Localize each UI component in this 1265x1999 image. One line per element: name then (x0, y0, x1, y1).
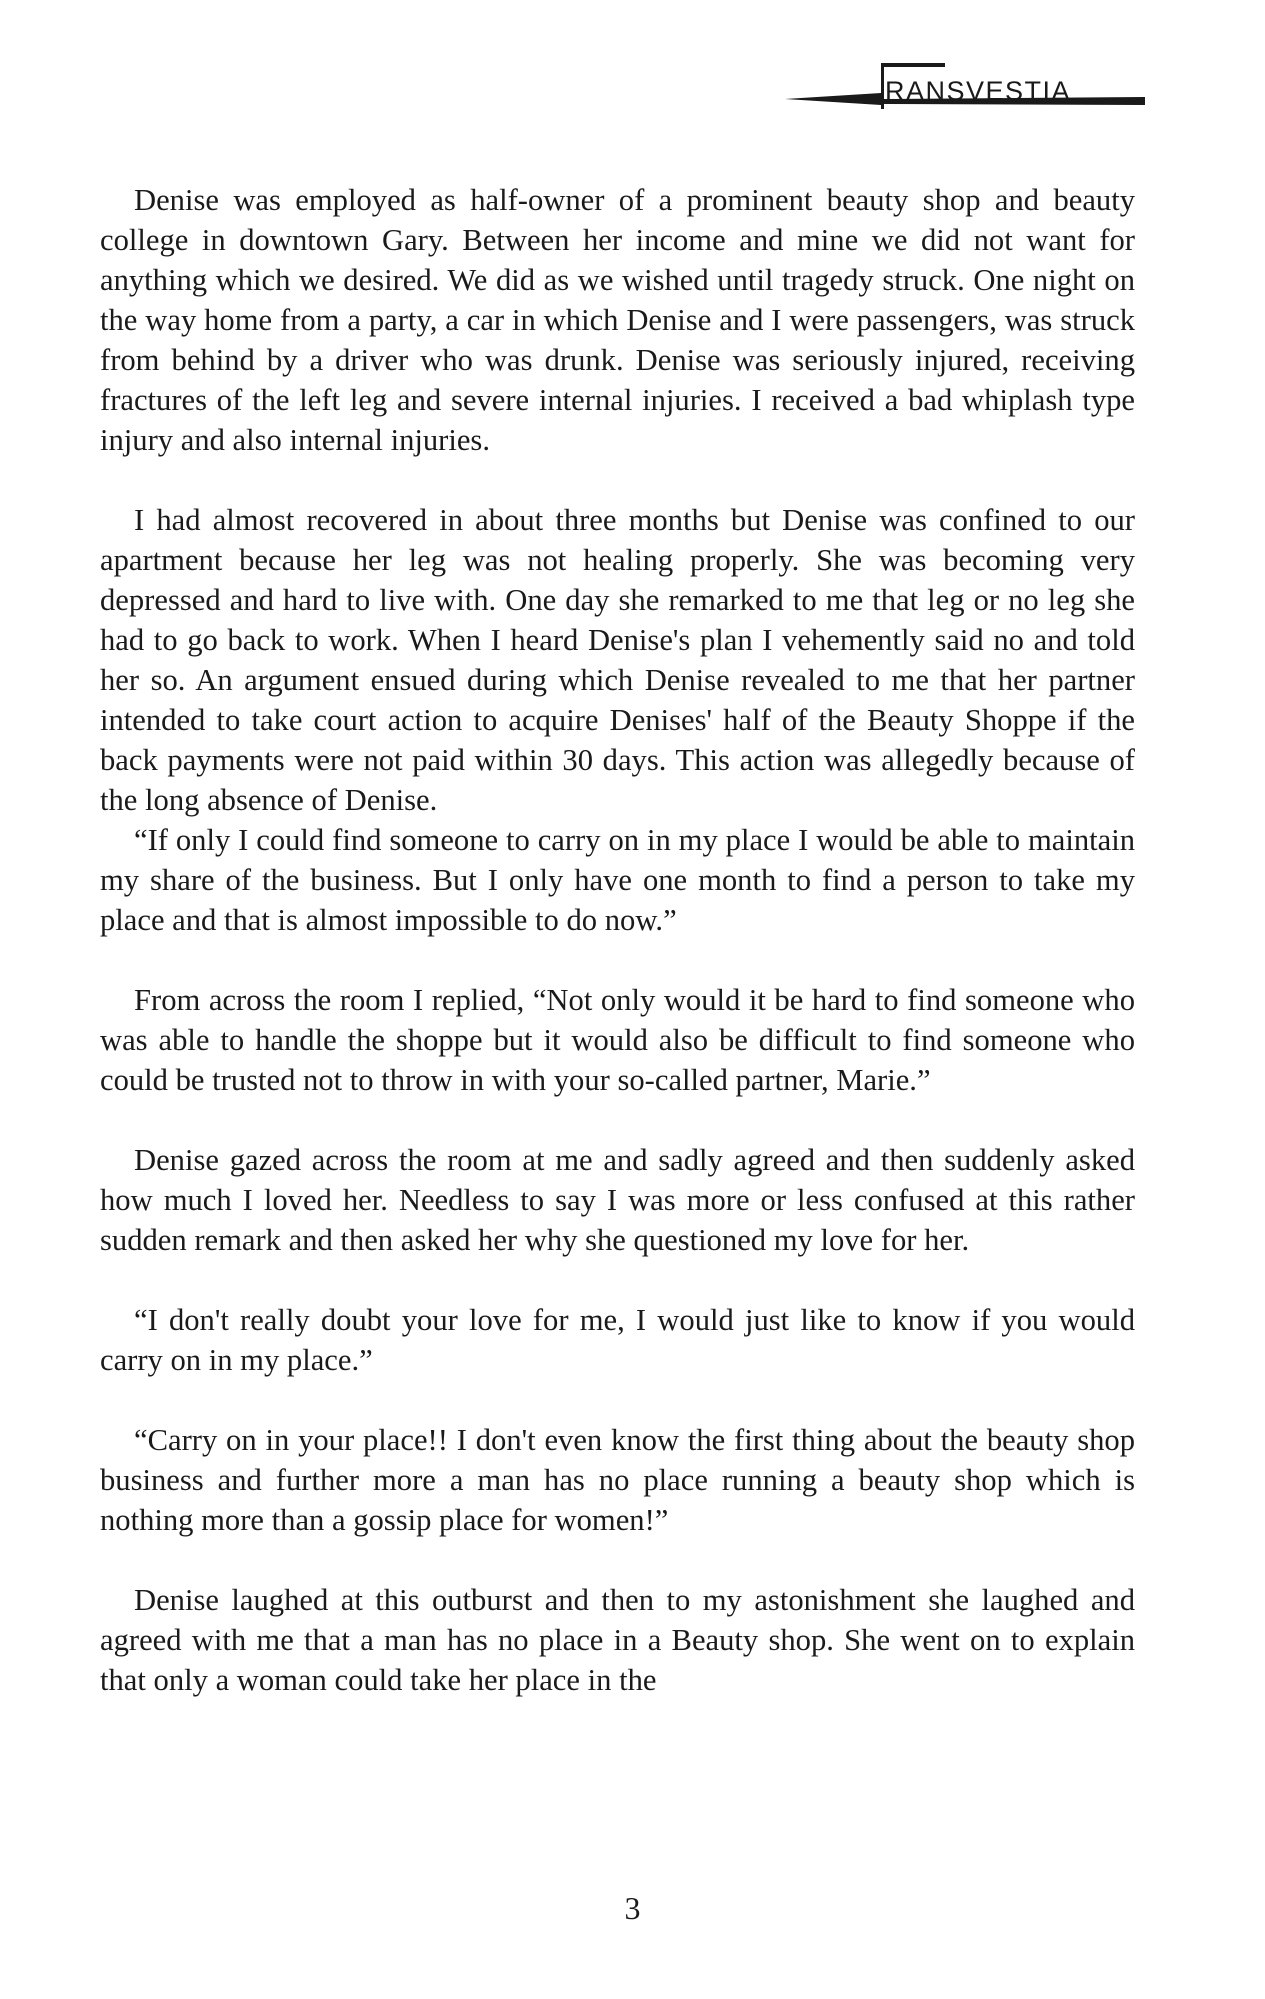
journal-header (755, 55, 1150, 115)
paragraph: “If only I could find someone to carry on in my place I would be able to maintain my share of the business. But I only have one month to find a person to take my place and that is almost impossible to do now.” (100, 823, 1135, 937)
paragraph: Denise laughed at this outburst and then to my astonishment she laughed and agreed with me that a man has no place in a Beauty shop. She went on to explain that only a woman could take her place in the (100, 1583, 1135, 1697)
paragraph: I had almost recovered in about three months but Denise was confined to our apartment because her leg was not healing properly. She was becoming very depressed and hard to live with. One day she remarked to me that leg or no leg she had to go back to work. When I heard Denise's plan I vehemently said no and told her so. An argument ensued during which Denise revealed to me that her partner intended to take court action to acquire Denises' half of the Beauty Shoppe if the back payments were not paid within 30 days. This action was allegedly because of the long absence of Denise. (100, 503, 1135, 817)
journal-title: RANSVESTIA (885, 76, 1072, 106)
body-text (100, 180, 1135, 1700)
paragraph: Denise gazed across the room at me and sadly agreed and then suddenly asked how much I loved her. Needless to say I was more or less confused at this rather sudden remark and then asked her why she questioned my love for her. (100, 1143, 1135, 1257)
paragraph: “I don't really doubt your love for me, I would just like to know if you would carry on in my place.” (100, 1303, 1135, 1377)
paragraph: Denise was employed as half-owner of a prominent beauty shop and beauty college in downtown Gary. Between her income and mine we did not want for anything which we desired. We did as we wished until tragedy struck. One night on the way home from a party, a car in which Denise and I were passengers, was struck from behind by a driver who was drunk. Denise was seriously injured, receiving fractures of the left leg and severe internal injuries. I received a bad whiplash type injury and also internal injuries. (100, 183, 1135, 457)
paragraph: “Carry on in your place!! I don't even know the first thing about the beauty shop business and further more a man has no place running a beauty shop which is nothing more than a gossip place for women!” (100, 1423, 1135, 1537)
paragraph: From across the room I replied, “Not only would it be hard to find someone who was able to handle the shoppe but it would also be difficult to find someone who could be trusted not to throw in with your so-called partner, Marie.” (100, 983, 1135, 1097)
page-number: 3 (624, 1890, 641, 1926)
